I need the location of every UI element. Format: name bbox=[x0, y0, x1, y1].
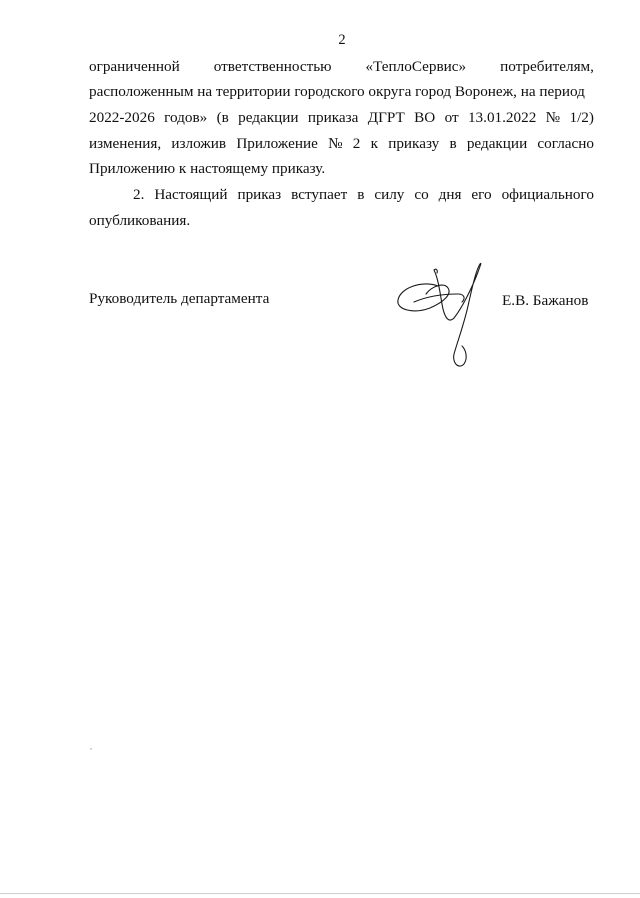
paragraph-1-line-3 bbox=[89, 108, 594, 128]
paragraph-2-line-1-word: его bbox=[471, 186, 492, 203]
paragraph-2-line-1-word: в bbox=[357, 186, 365, 203]
paragraph-1-line-2: расположенным на территории городского округа город Воронеж, на период bbox=[89, 83, 585, 100]
paragraph-2-line-1-word: приказ bbox=[237, 186, 282, 203]
paragraph-1-line-4-word: изменения, bbox=[89, 135, 162, 152]
scan-speck bbox=[90, 748, 92, 750]
paragraph-2-line-1-word: со bbox=[414, 186, 429, 203]
paragraph-1-line-4-word: приказу bbox=[388, 135, 440, 152]
paragraph-1-line-3-word: 13.01.2022 bbox=[467, 109, 537, 126]
paragraph-1-line-4-word: редакции bbox=[466, 135, 528, 152]
paragraph-1-line-4-word: изложив bbox=[171, 135, 227, 152]
paragraph-1-line-4-word: к bbox=[370, 135, 378, 152]
paragraph-2-line-1 bbox=[89, 185, 594, 205]
signer-name: Е.В. Бажанов bbox=[502, 292, 589, 309]
paragraph-1-line-3-word: ВО bbox=[414, 109, 436, 126]
signer-role: Руководитель департамента bbox=[89, 290, 270, 307]
paragraph-2-line-1-word: Настоящий bbox=[154, 186, 228, 203]
paragraph-1-line-3-word: 1/2) bbox=[569, 109, 594, 126]
paragraph-1-line-1-word: потребителям, bbox=[500, 58, 594, 75]
paragraph-1-line-4-word: согласно bbox=[537, 135, 594, 152]
page-number: 2 bbox=[338, 32, 346, 48]
paragraph-1-line-5: Приложению к настоящему приказу. bbox=[89, 160, 326, 177]
paragraph-2-line-1-word: вступает bbox=[291, 186, 348, 203]
paragraph-1-line-1-word: ограниченной bbox=[89, 58, 180, 75]
handwritten-signature bbox=[392, 258, 502, 373]
paragraph-1-line-3-word: от bbox=[444, 109, 459, 126]
paragraph-1-line-4-word: Приложение bbox=[236, 135, 318, 152]
paragraph-1-line-3-word: № bbox=[545, 109, 561, 126]
paragraph-1-line-1 bbox=[89, 57, 594, 77]
paragraph-1-line-3-word: ДГРТ bbox=[367, 109, 405, 126]
paragraph-2-line-1-word: силу bbox=[374, 186, 405, 203]
paragraph-1-line-4-word: № bbox=[328, 135, 343, 152]
paragraph-1-line-4 bbox=[89, 134, 594, 154]
paragraph-2-line-1-word: 2. bbox=[133, 186, 145, 203]
paragraph-1-line-4-word: в bbox=[449, 135, 457, 152]
paragraph-1-line-1-word: «ТеплоСервис» bbox=[365, 58, 467, 75]
paragraph-2-line-1-word: официального bbox=[501, 186, 594, 203]
paragraph-1-line-3-word: редакции bbox=[238, 109, 299, 126]
paragraph-1-line-3-word: (в bbox=[216, 109, 229, 126]
paragraph-1-line-3-word: приказа bbox=[307, 109, 359, 126]
paragraph-1-line-3-word: 2022-2026 bbox=[89, 109, 155, 126]
paragraph-1-line-3-word: годов» bbox=[164, 109, 208, 126]
signature-block bbox=[89, 290, 594, 330]
paragraph-2-line-2: опубликования. bbox=[89, 212, 191, 229]
paragraph-1-line-1-word: ответственностью bbox=[213, 58, 332, 75]
footer-rule bbox=[0, 893, 640, 894]
paragraph-1-line-4-word: 2 bbox=[352, 135, 361, 152]
paragraph-2-line-1-word: дня bbox=[438, 186, 462, 203]
